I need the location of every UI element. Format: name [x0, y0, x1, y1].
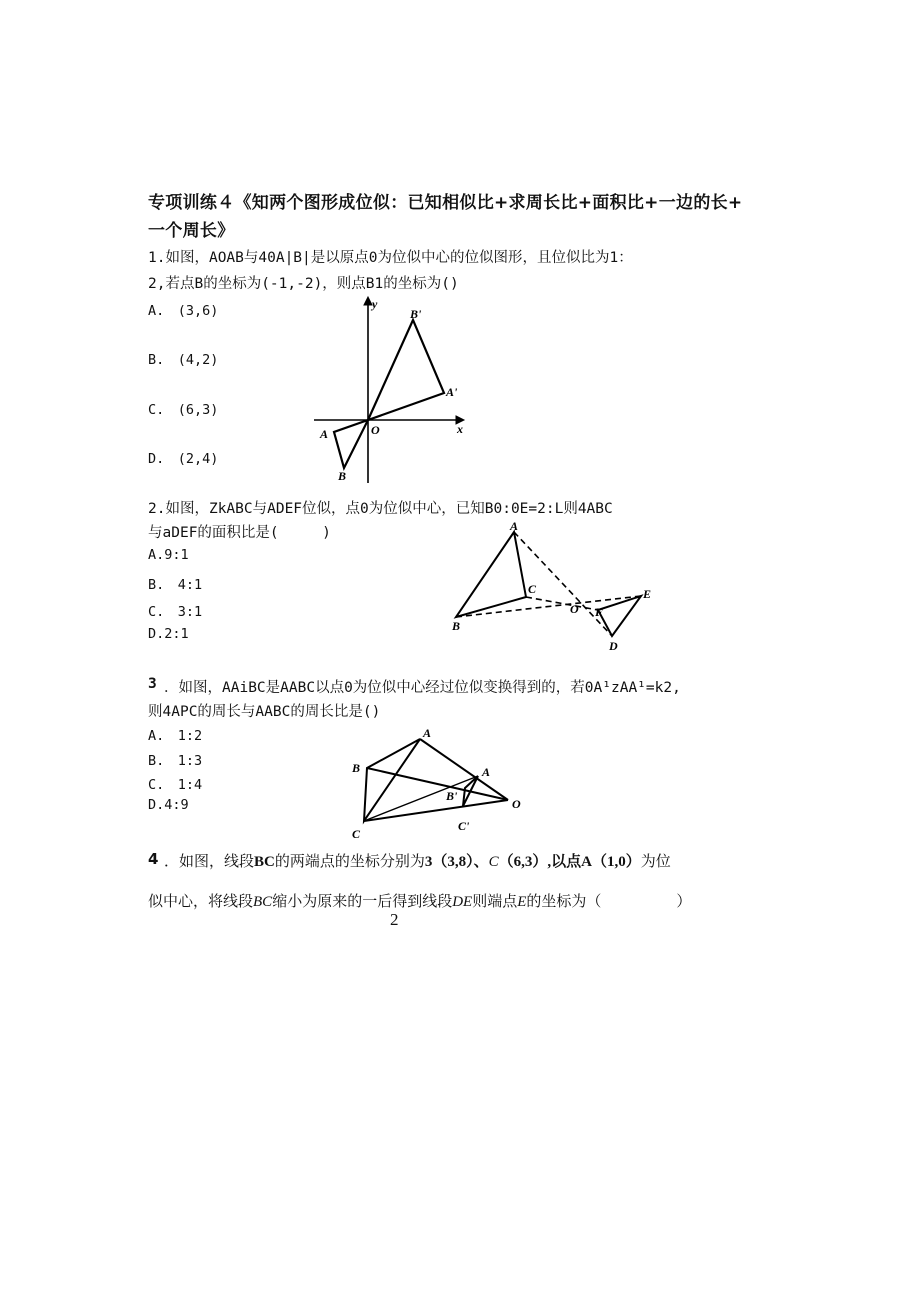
q3-option-c: C. 1:4: [148, 777, 203, 793]
q2-label-a: A: [510, 519, 519, 533]
q2-text-line1: 2.如图，ZkABC与ADEF位似，点0为位似中心，已知B0:0E=2:L则4ABC: [148, 501, 613, 517]
q4-line2-a: 似中心，将线段: [148, 892, 254, 910]
q3-text-line2: 则4APC的周长与AABC的周长比是(): [148, 704, 381, 720]
q4-line1-e: A（1,0）: [581, 854, 641, 870]
q3-number: 3: [148, 676, 157, 692]
q4-line1-f: 为位: [640, 852, 671, 870]
q4-line2-d: 的坐标为（ ）: [526, 892, 692, 910]
q3-option-b: B. 1:3: [148, 753, 203, 769]
q4-line1-a: ．如图，线段: [164, 852, 255, 870]
q3-triangle-abc: [364, 739, 420, 821]
q3-label-c: C: [352, 827, 361, 841]
q1-label-b: B: [338, 469, 347, 483]
q1-option-d: D. (2,4): [148, 451, 219, 467]
q4-text-line1: [164, 850, 671, 871]
q3-line-a1c: [364, 776, 478, 821]
q3-label-b: B: [352, 761, 361, 775]
q4-line2-de: DE: [452, 894, 473, 910]
q2-label-d: D: [609, 639, 618, 653]
q2-label-f: F: [595, 605, 604, 619]
q3-line-co: [364, 800, 508, 821]
q1-label-o: O: [371, 423, 380, 437]
page-title-line1: 专项训练４《知两个图形成位似：已知相似比+求周长比+面积比+一边的长+: [148, 193, 743, 213]
q4-number: 4: [148, 850, 159, 868]
q3-text-line1: ．如图，AAiBC是AABC以点0为位似中心经过位似变换得到的，若0A¹zAA¹=k2,: [164, 680, 681, 696]
q4-line1-d: （6,3）,以点: [498, 854, 582, 870]
q4-fraction-denominator: 2: [390, 910, 399, 929]
q4-line2-e: E: [517, 894, 527, 910]
q4-line1-c: 3（3,8）、: [424, 854, 489, 870]
q2-text-line2: 与aDEF的面积比是( ): [148, 525, 331, 541]
q2-label-b: B: [452, 619, 461, 633]
q1-label-b-prime: B': [410, 307, 422, 321]
q3-label-c-prime: C': [458, 819, 470, 833]
q4-line2-c: 则端点: [472, 892, 518, 910]
q1-label-y: y: [372, 297, 378, 311]
q4-line2-b: 缩小为原来的一后得到线段: [272, 892, 453, 910]
q3-option-d: D.4:9: [148, 797, 189, 813]
q1-label-x: x: [457, 422, 463, 436]
q1-label-a: A: [320, 427, 329, 441]
q3-label-o: O: [512, 797, 521, 811]
q3-label-a-prime: A: [482, 765, 491, 779]
page-title-line2: 一个周长》: [148, 221, 235, 241]
q1-label-a-prime: A': [446, 385, 458, 399]
q2-option-a: A.9:1: [148, 547, 189, 563]
q4-text-line2: [148, 890, 691, 911]
q3-option-a: A. 1:2: [148, 728, 203, 744]
q1-text-line2: 2,若点B的坐标为(-1,-2)，则点B1的坐标为(): [148, 276, 459, 292]
q1-option-a: A. (3,6): [148, 303, 219, 319]
q1-text-line1: 1.如图，AOAB与40A|B|是以原点0为位似中心的位似图形，且位似比为1：: [148, 250, 633, 266]
q3-label-b-prime: B': [446, 789, 458, 803]
q2-label-e: E: [643, 587, 652, 601]
q3-label-a: A: [423, 726, 432, 740]
q4-line1-bc: BC: [254, 854, 275, 870]
q2-option-d: D.2:1: [148, 626, 189, 642]
q2-option-c: C. 3:1: [148, 604, 203, 620]
q2-label-c: C: [528, 582, 537, 596]
q4-line2-bc: BC: [253, 894, 273, 910]
q1-option-b: B. (4,2): [148, 352, 219, 368]
q2-label-o: O: [570, 602, 579, 616]
q2-option-b: B. 4:1: [148, 577, 203, 593]
q1-option-c: C. (6,3): [148, 402, 219, 418]
q4-line1-cpt: C: [488, 854, 499, 870]
q4-line1-b: 的两端点的坐标分别为: [274, 852, 425, 870]
